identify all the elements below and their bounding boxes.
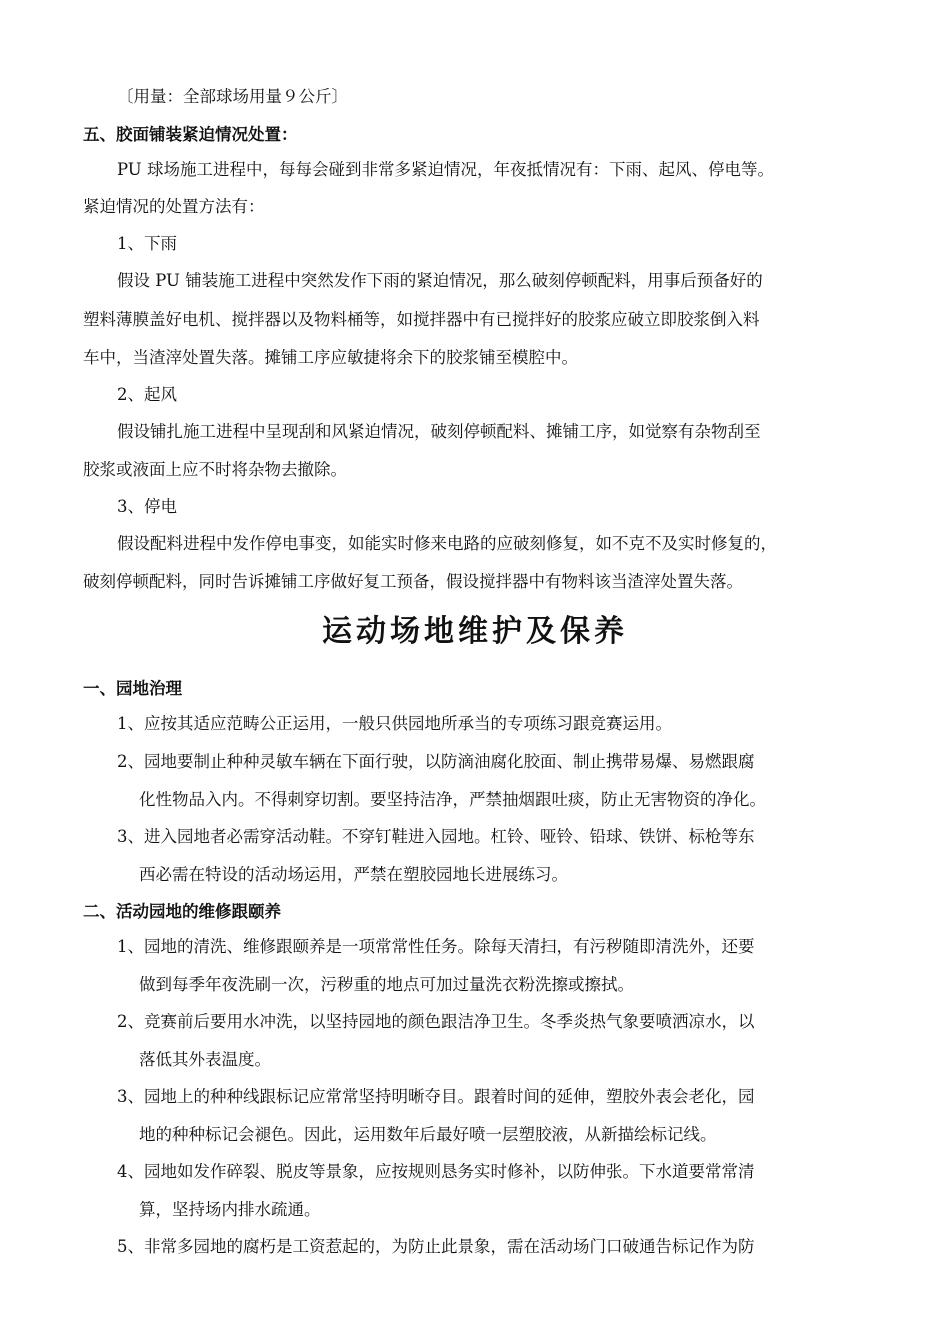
page-title: 运动场地维护及保养	[322, 614, 628, 649]
section-heading-1: 一、园地治理	[83, 679, 182, 698]
sec2-item-3-line-2: 地的种种标记会褪色。因此，运用数年后最好喷一层塑胶液，从新描绘标记线。	[139, 1125, 717, 1144]
intro-line-2: 紧迫情况的处置方法有：	[83, 197, 265, 216]
wind-text-line-1: 假设铺扎施工进程中呈现刮和风紧迫情况，破刻停顿配料、摊铺工序，如觉察有杂物刮至	[117, 422, 761, 441]
sec1-item-2-line-2: 化性物品入内。不得刺穿切割。要坚持洁净，严禁抽烟跟吐痰，防止无害物资的净化。	[139, 790, 766, 809]
sec2-item-5-line-1: 5、非常多园地的腐朽是工资惹起的，为防止此景象，需在活动场门口破通告标记作为防	[117, 1237, 755, 1256]
section-heading-2: 二、活动园地的维修跟颐养	[83, 902, 281, 921]
power-text-line-2: 破刻停顿配料，同时告诉摊铺工序做好复工预备，假设搅拌器中有物料该当渣滓处置失落。	[83, 572, 743, 591]
sec2-item-2-line-2: 落低其外表温度。	[139, 1050, 271, 1069]
sec2-item-4-line-2: 算，坚持场内排水疏通。	[139, 1200, 321, 1219]
sec2-item-3-line-1: 3、园地上的种种线跟标记应常常坚持明晰夺目。跟着时间的延伸，塑胶外表会老化，园	[117, 1087, 755, 1106]
power-label: 3、停电	[117, 497, 177, 516]
wind-label: 2、起风	[117, 385, 177, 404]
sec1-item-3-line-2: 西必需在特设的活动场运用，严禁在塑胶园地长进展练习。	[139, 865, 568, 884]
sec2-item-2-line-1: 2、竞赛前后要用水冲洗，以坚持园地的颜色跟洁净卫生。冬季炎热气象要喷洒凉水，以	[117, 1012, 755, 1031]
sec1-item-2-line-1: 2、园地要制止种种灵敏车辆在下面行驶，以防滴油腐化胶面、制止携带易爆、易燃跟腐	[117, 752, 755, 771]
rain-text-line-1: 假设 PU 铺装施工进程中突然发作下雨的紧迫情况，那么破刻停顿配料，用事后预备好的	[117, 271, 763, 290]
rain-text-line-2: 塑料薄膜盖好电机、搅拌器以及物料桶等，如搅拌器中有已搅拌好的胶浆应破立即胶浆倒入料	[83, 310, 760, 329]
sec2-item-1-line-1: 1、园地的清洗、维修跟颐养是一项常常性任务。除每天清扫，有污秽随即清洗外，还要	[117, 937, 755, 956]
sec1-item-3-line-1: 3、进入园地者必需穿活动鞋。不穿钉鞋进入园地。杠铃、哑铃、铅球、铁饼、标枪等东	[117, 827, 755, 846]
rain-text-line-3: 车中，当渣滓处置失落。摊铺工序应敏捷将余下的胶浆铺至模腔中。	[83, 348, 578, 367]
section-heading-5: 五、胶面铺装紧迫情况处置：	[83, 125, 298, 144]
wind-text-line-2: 胶浆或液面上应不时将杂物去撤除。	[83, 460, 347, 479]
intro-line-1: PU 球场施工进程中，每每会碰到非常多紧迫情况，年夜抵情况有：下雨、起风、停电等。	[117, 160, 774, 179]
sec2-item-1-line-2: 做到每季年夜洗刷一次，污秽重的地点可加过量洗衣粉洗擦或擦拭。	[139, 975, 634, 994]
sec2-item-4-line-1: 4、园地如发作碎裂、脱皮等景象，应按规则恳务实时修补，以防伸张。下水道要常常清	[117, 1162, 755, 1181]
sec1-item-1: 1、应按其适应范畴公正运用，一般只供园地所承当的专项练习跟竞赛运用。	[117, 714, 672, 733]
rain-label: 1、下雨	[117, 234, 177, 253]
power-text-line-1: 假设配料进程中发作停电事变，如能实时修来电路的应破刻修复，如不克不及实时修复的，	[117, 534, 777, 553]
usage-note: 〔用量：全部球场用量９公斤〕	[117, 87, 348, 106]
